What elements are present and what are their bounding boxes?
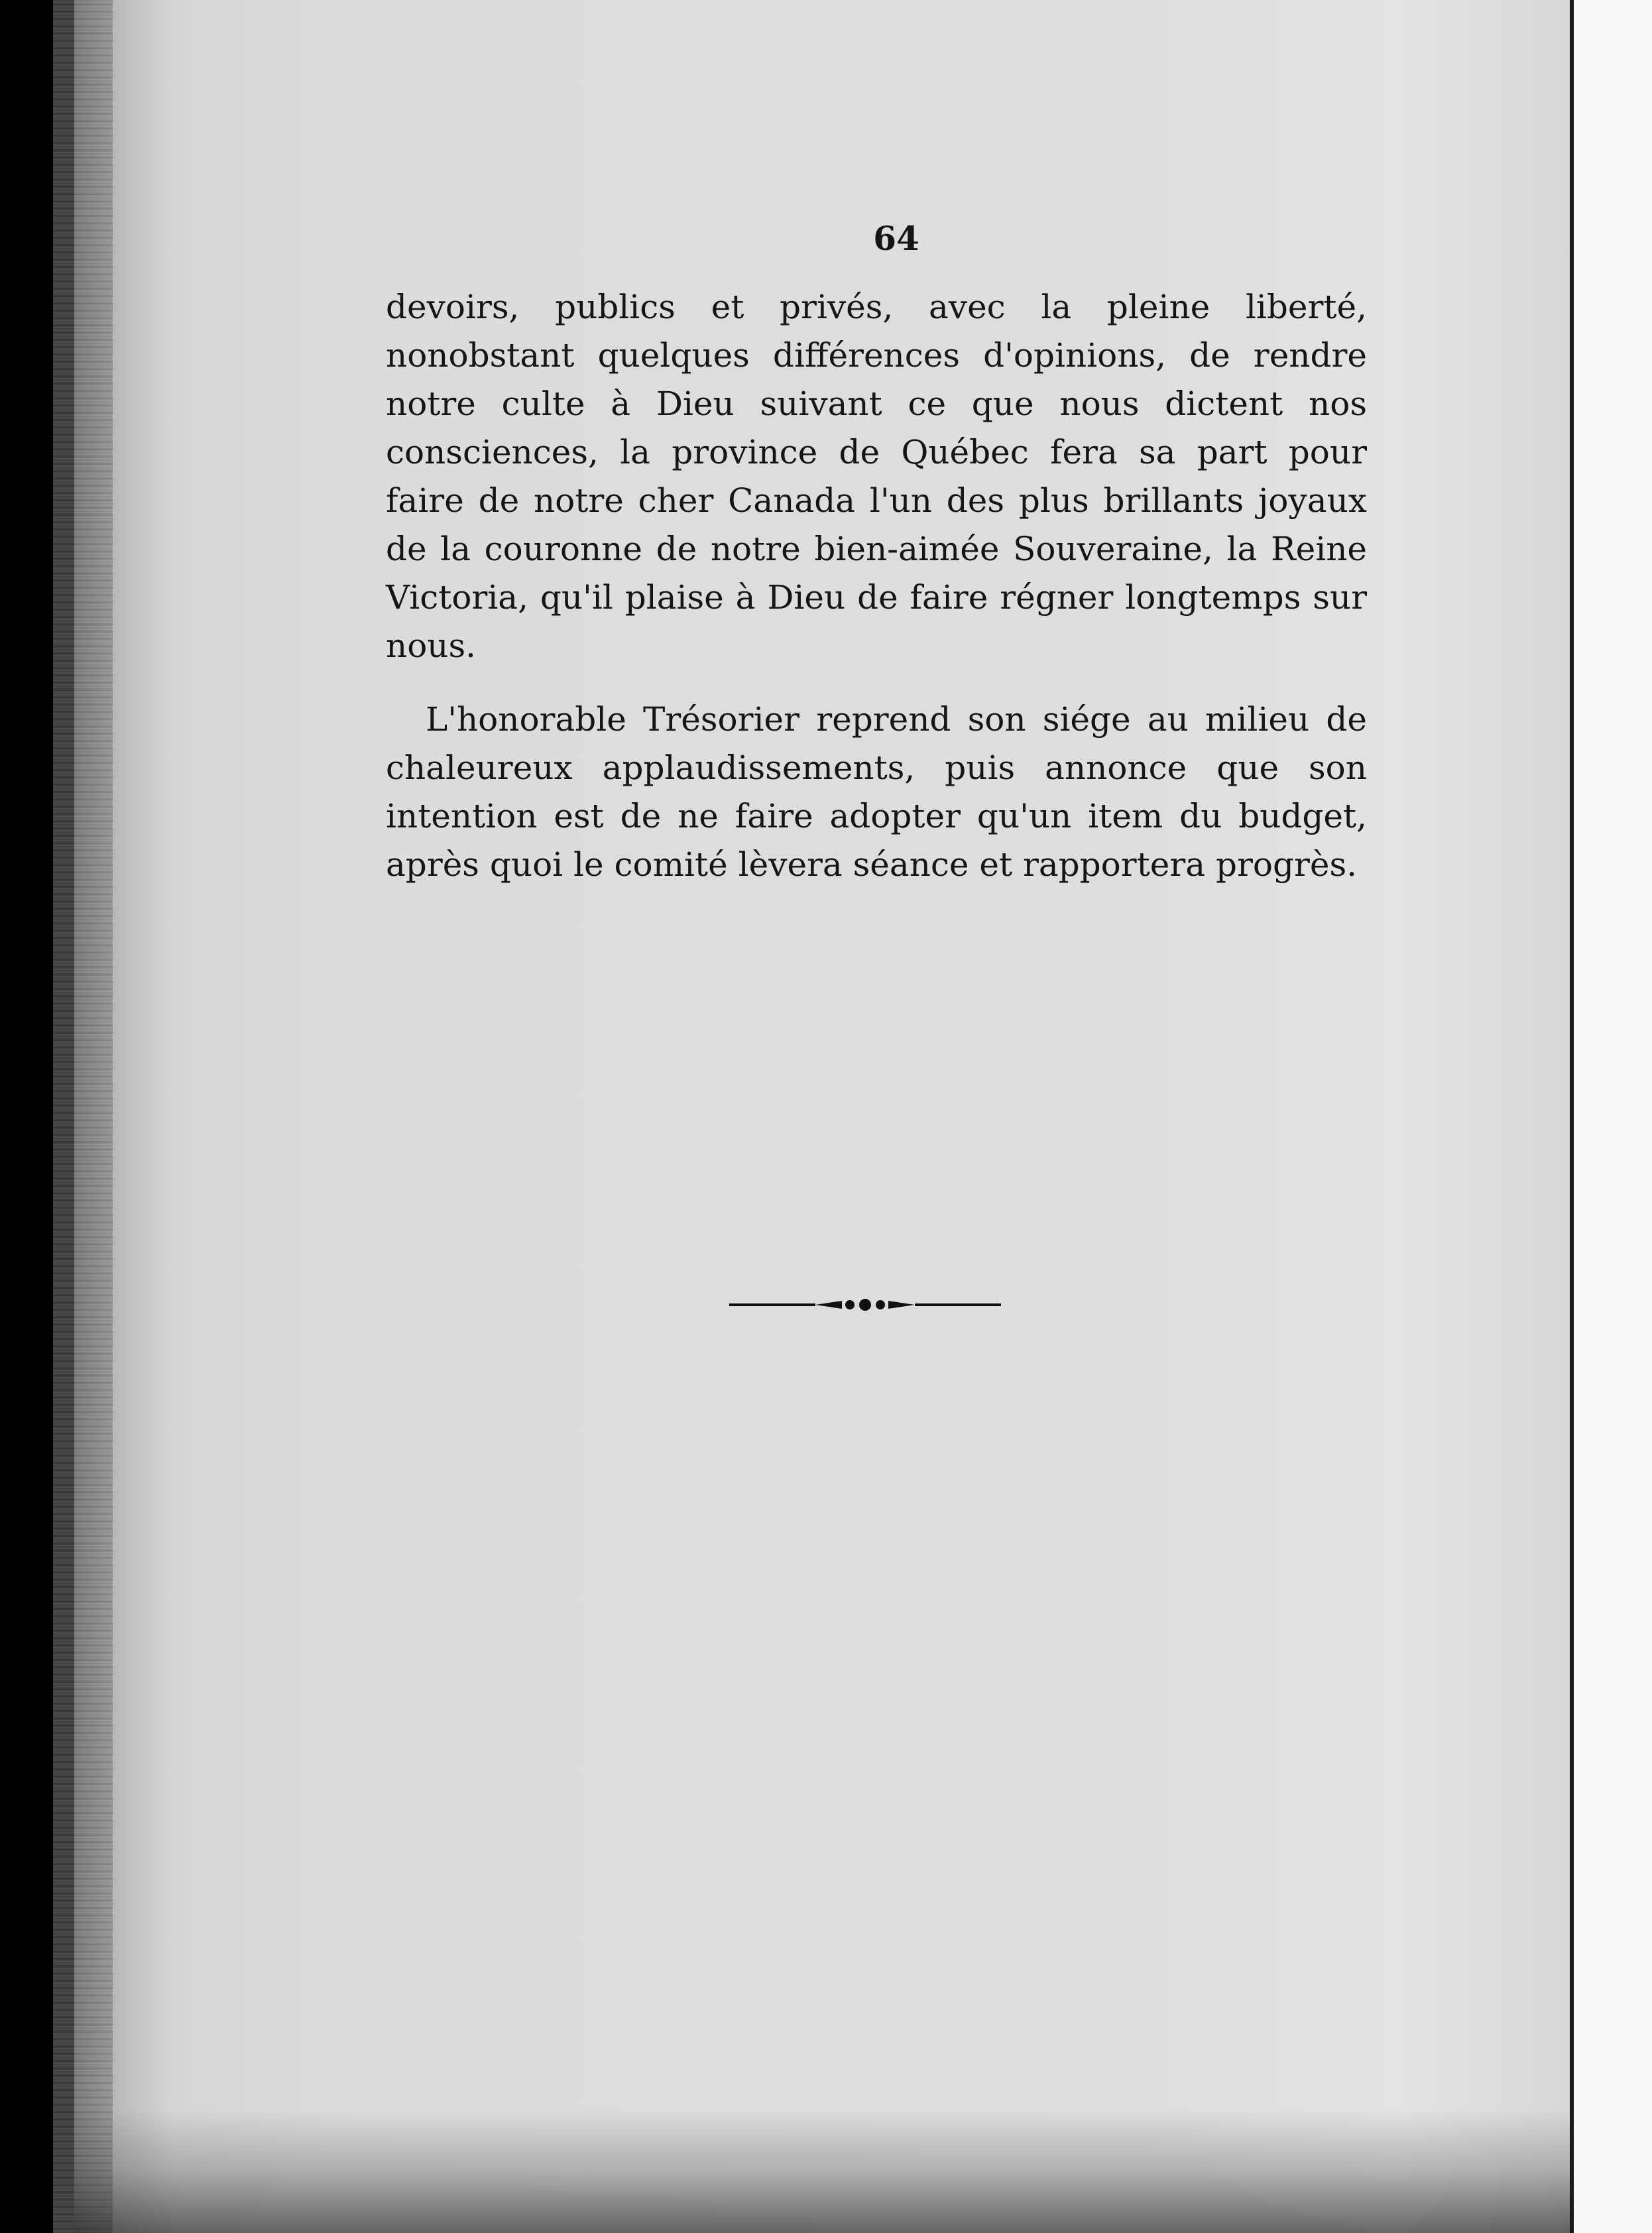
page-number: 64 [873,219,919,258]
bottom-edge-shadow [74,2108,1570,2233]
paragraph-1: devoirs, publics et privés, avec la pleine liberté, nonobstant quelques différences d'opinions, de rendre notre culte à Dieu suivant ce que nous dictent nos consciences, la province de Québec fera sa part pour faire de notre cher Canada l'un des plus brillants joyaux de la couronne de notre bien-aimée Souveraine, la Reine Victoria, qu'il plaise à Dieu de faire régner longtemps sur nous. [386,288,1367,665]
paragraph-2: L'honorable Trésorier reprend son siége au milieu de chaleureux applaudissements, puis annonce que son intention est de ne faire adopter qu'un item du budget, après quoi le comité lèvera séance et rapportera progrès. [386,700,1367,884]
scanner-margin [1570,0,1652,2233]
text-block [386,219,1367,889]
section-divider-ornament [729,1295,1001,1315]
binding-edge [53,0,113,2233]
